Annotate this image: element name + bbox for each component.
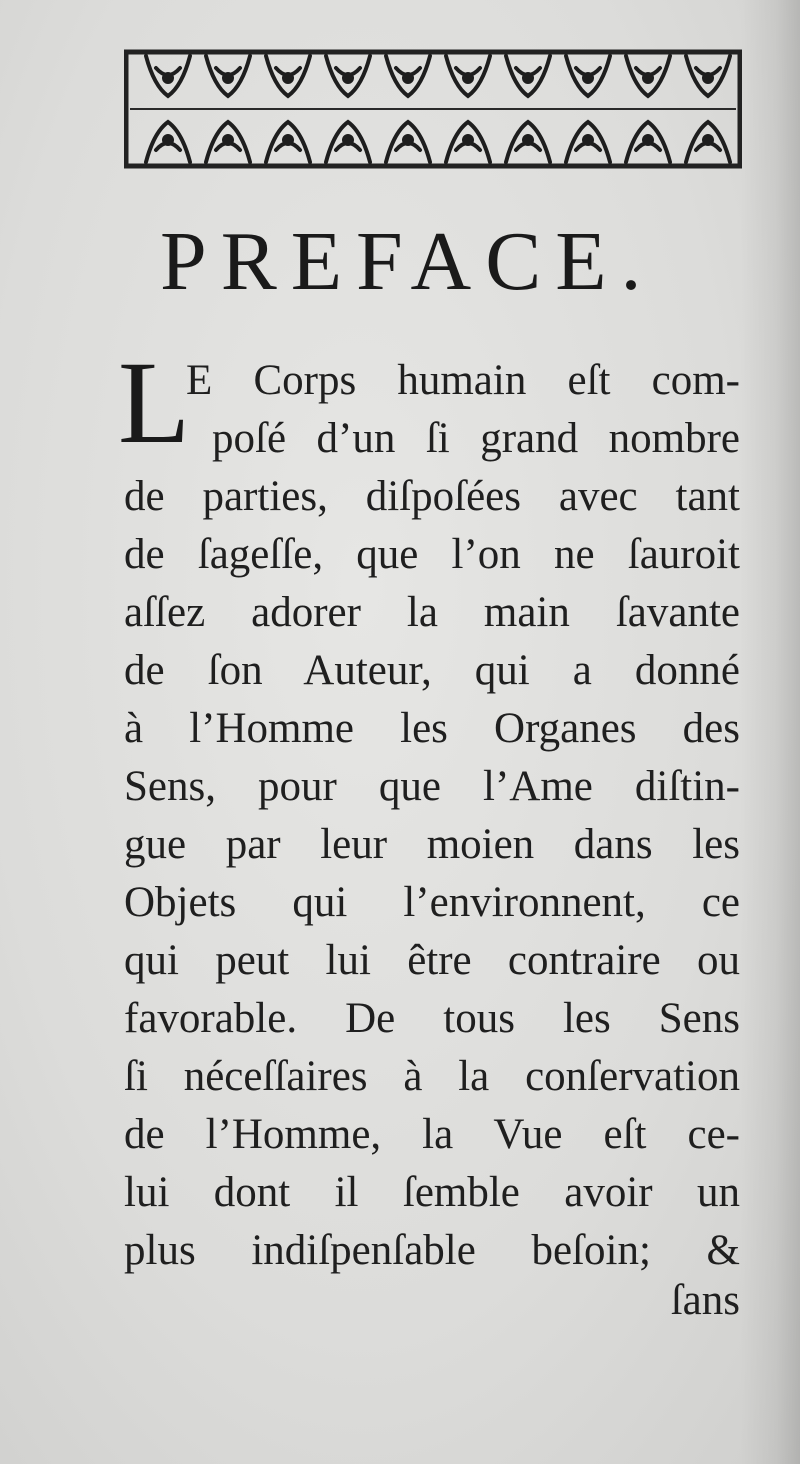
text-line: poſé d’un ſi grand nombre (212, 415, 740, 462)
fleuron-dot (284, 74, 292, 82)
fleuron-dot (464, 136, 472, 144)
fleuron-dot (164, 136, 172, 144)
page-gutter-shadow (740, 0, 800, 1464)
text-line: lui dont il ſemble avoir un (124, 1169, 740, 1216)
fleuron-dot (224, 74, 232, 82)
text-line: de l’Homme, la Vue eſt ce- (124, 1111, 740, 1158)
text-line: favorable. De tous les Sens (124, 995, 740, 1042)
catchword: ſans (670, 1277, 740, 1324)
fleuron-dot (404, 136, 412, 144)
fleuron-dot (584, 74, 592, 82)
fleuron-dot (644, 136, 652, 144)
text-line: Objets qui l’environnent, ce (124, 879, 740, 926)
text-line: Sens, pour que l’Ame diſtin- (124, 763, 740, 810)
text-line: E Corps humain eſt com- (186, 357, 740, 404)
fleuron-dot (704, 136, 712, 144)
drop-cap: L (118, 337, 191, 468)
headpiece-ornament (124, 48, 742, 170)
text-line: à l’Homme les Organes des (124, 705, 740, 752)
fleuron-dot (584, 136, 592, 144)
text-line: de parties, diſpoſées avec tant (124, 473, 740, 520)
fleuron-dot (704, 74, 712, 82)
fleuron-dot (224, 136, 232, 144)
text-line: aſſez adorer la main ſavante (124, 589, 740, 636)
text-line: gue par leur moien dans les (124, 821, 740, 868)
text-line: plus indiſpenſable beſoin; & (124, 1227, 740, 1274)
fleuron-dot (524, 136, 532, 144)
page-title: PREFACE. (160, 215, 656, 308)
text-line: de ſon Auteur, qui a donné (124, 647, 740, 694)
fleuron-dot (404, 74, 412, 82)
fleuron-dot (284, 136, 292, 144)
fleuron-dot (344, 136, 352, 144)
text-line: ſi néceſſaires à la conſervation (124, 1053, 740, 1100)
text-line: qui peut lui être contraire ou (124, 937, 740, 984)
fleuron-dot (524, 74, 532, 82)
fleuron-dot (644, 74, 652, 82)
fleuron-dot (344, 74, 352, 82)
text-line: de ſageſſe, que l’on ne ſauroit (124, 531, 740, 578)
fleuron-dot (164, 74, 172, 82)
fleuron-dot (464, 74, 472, 82)
